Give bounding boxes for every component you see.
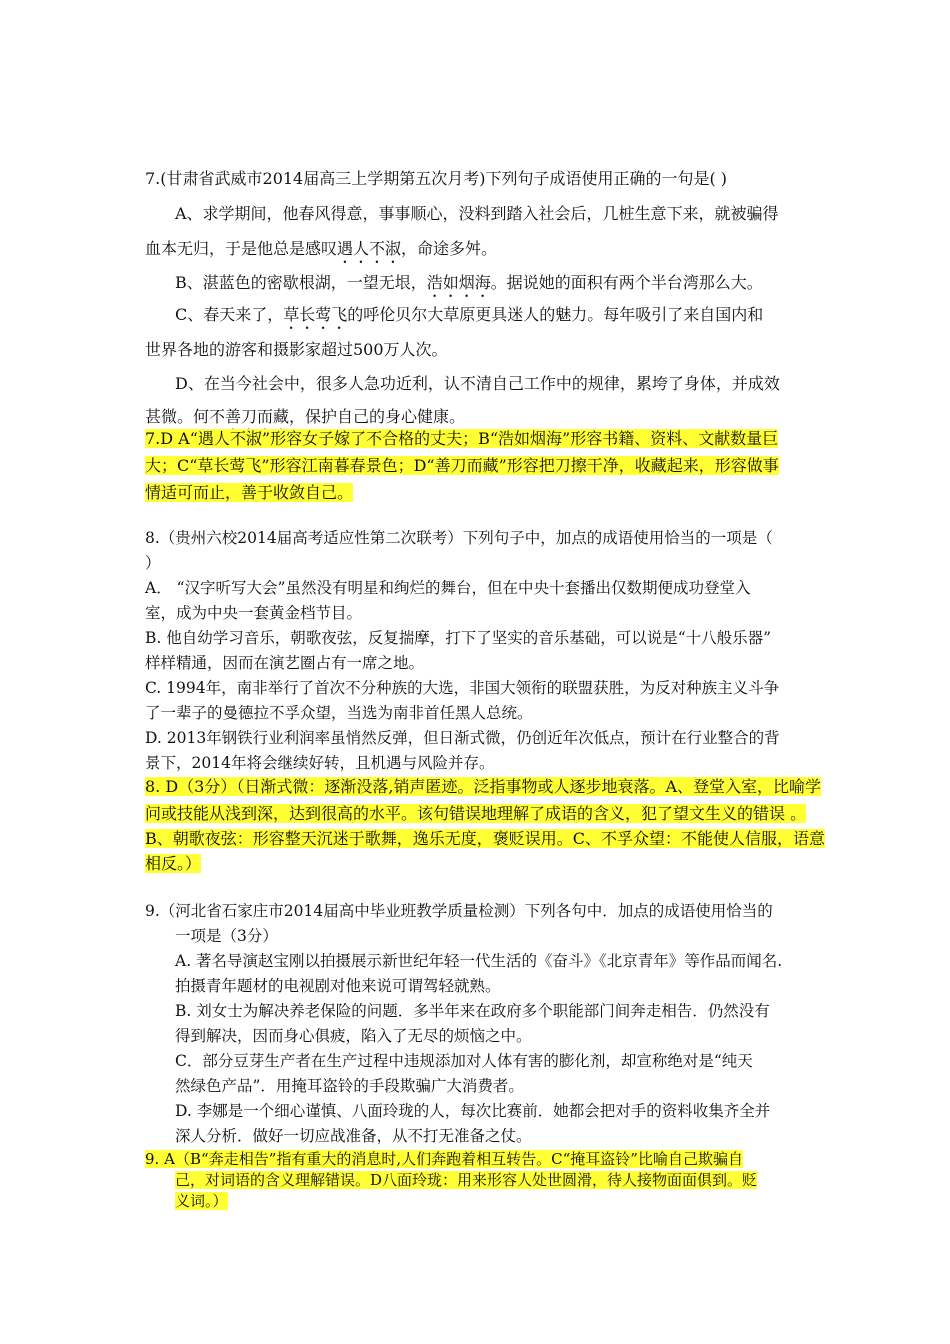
q7-answer-line1: 7.D A“遇人不淑”形容女子嫁了不合格的丈夫；B“浩如烟海”形容书籍、资料、文献数量巨 [145,429,779,448]
q8-option-d-line1: D. 2013年钢铁行业利润率虽悄然反弹，但日渐式微，仍创近年次低点，预计在行业整合的背 [145,729,780,747]
q8-option-a-line2: 室，成为中央一套黄金档节目。 [145,604,363,622]
q9-stem-line1: 9.（河北省石家庄市2014届高中毕业班教学质量检测）下列各句中．加点的成语使用恰当的 [145,902,773,920]
q8-option-c-line2: 了一辈子的曼德拉不孚众望，当选为南非首任黑人总统。 [145,704,533,722]
q7-idiom-a: 遇人不淑 [337,239,402,258]
q9-answer-label: 9. A [145,1150,175,1168]
q9-stem-line2: 一项是（3分） [175,927,278,945]
q7-option-c-line2: 世界各地的游客和摄影家超过500万人次。 [145,340,448,359]
q8-option-b-line2: 样样精通，因而在演艺圈占有一席之地。 [145,654,425,672]
q8-option-c-line1: C. 1994年，南非举行了首次不分种族的大选，非国大领衔的联盟获胜，为反对种族主义斗争 [145,679,780,697]
q9-option-b-line2: 得到解决，因而身心俱疲，陷入了无尽的烦恼之中。 [175,1027,532,1045]
q8-stem-line1: 8.（贵州六校2014届高考适应性第二次联考）下列句子中，加点的成语使用恰当的一项是（ [145,529,773,547]
q7-option-c-line1: C、春天来了，草长莺飞的呼伦贝尔大草原更具迷人的魅力。每年吸引了来自国内和 [175,305,764,324]
q9-option-c-line2: 然绿色产品”．用掩耳盗铃的手段欺骗广大消费者。 [175,1077,524,1095]
q7-option-d-line1: D、在当今社会中，很多人急功近利，认不清自己工作中的规律，累垮了身体，并成效 [175,374,780,393]
q7-option-a-line1: A、求学期间，他春风得意，事事顺心，没料到踏入社会后，几桩生意下来，就被骗得 [175,204,779,223]
q8-answer-line4: 相反。） [145,854,202,873]
q9-option-a-line2: 拍摄青年题材的电视剧对他来说可谓驾轻就熟。 [175,977,501,995]
q9-option-c-line1: C．部分豆芽生产者在生产过程中违规添加对人体有害的膨化剂，却宣称绝对是“纯天 [175,1052,753,1070]
q8-answer-line2: 问或技能从浅到深，达到很高的水平。该句错误地理解了成语的含义，犯了望文生义的错误 。 [145,804,807,823]
q7-idiom-c: 草长莺飞 [283,305,348,324]
q8-stem-line2: ） [145,554,161,572]
q7-option-a-line2: 血本无归，于是他总是感叹遇人不淑，命途多舛。 [145,239,498,258]
q9-answer-line3: 义词。） [175,1192,228,1210]
q9-answer-line1: （B“奔走相告”指有重大的消息时,人们奔跑着相互转告。C“掩耳盗铃”比喻自己欺骗自 [175,1150,743,1168]
q7-answer-line3: 情适可而止，善于收敛自己。 [145,483,354,502]
q8-answer-line3: B、朝歌夜弦：形容整天沉迷于歌舞，逸乐无度，褒贬误用。C、不孚众望：不能使人信服，语意 [145,829,826,848]
q8-answer-line1: 8. D（3分）（日渐式微：逐渐没落,销声匿迹。泛指事物或人逐步地衰落。A、登堂入室，比喻学 [145,777,822,796]
q7-idiom-b: 浩如烟海 [426,273,491,292]
q7-option-b: B、湛蓝色的密歇根湖，一望无垠，浩如烟海。据说她的面积有两个半台湾那么大。 [175,273,763,292]
q9-answer-line2: 己，对词语的含义理解错误。D八面玲珑：用来形容人处世圆滑，待人接物面面俱到。贬 [175,1171,758,1189]
q7-stem: 7.(甘肃省武威市2014届高三上学期第五次月考)下列句子成语使用正确的一句是( ) [145,169,728,188]
q7-idiom-d: 善刀而藏 [225,407,290,426]
q7-answer-line2: 大；C“草长莺飞”形容江南暮春景色；D“善刀而藏”形容把刀擦干净，收藏起来，形容做事 [145,456,779,475]
q9-option-a-line1: A. 著名导演赵宝刚以拍摄展示新世纪年轻一代生活的《奋斗》《北京青年》等作品而闻名. [175,952,783,970]
q8-option-b-line1: B. 他自幼学习音乐，朝歌夜弦，反复揣摩，打下了坚实的音乐基础，可以说是“十八般乐器” [145,629,772,647]
q9-option-d-line1: D. 李娜是一个细心谨慎、八面玲珑的人，每次比赛前．她都会把对手的资料收集齐全并 [175,1102,771,1120]
q9-option-d-line2: 深人分析．做好一切应战准备，从不打无准备之仗。 [175,1127,532,1145]
q8-option-a-line1: A． “汉字听写大会”虽然没有明星和绚烂的舞台，但在中央十套播出仅数期便成功登堂入 [145,579,751,597]
q7-option-d-line2: 甚微。何不善刀而藏，保护自己的身心健康。 [145,407,466,426]
q8-option-d-line2: 景下，2014年将会继续好转，且机遇与风险并存。 [145,754,495,772]
q9-option-b-line1: B. 刘女士为解决养老保险的问题．多半年来在政府多个职能部门间奔走相告．仍然没有 [175,1002,770,1020]
